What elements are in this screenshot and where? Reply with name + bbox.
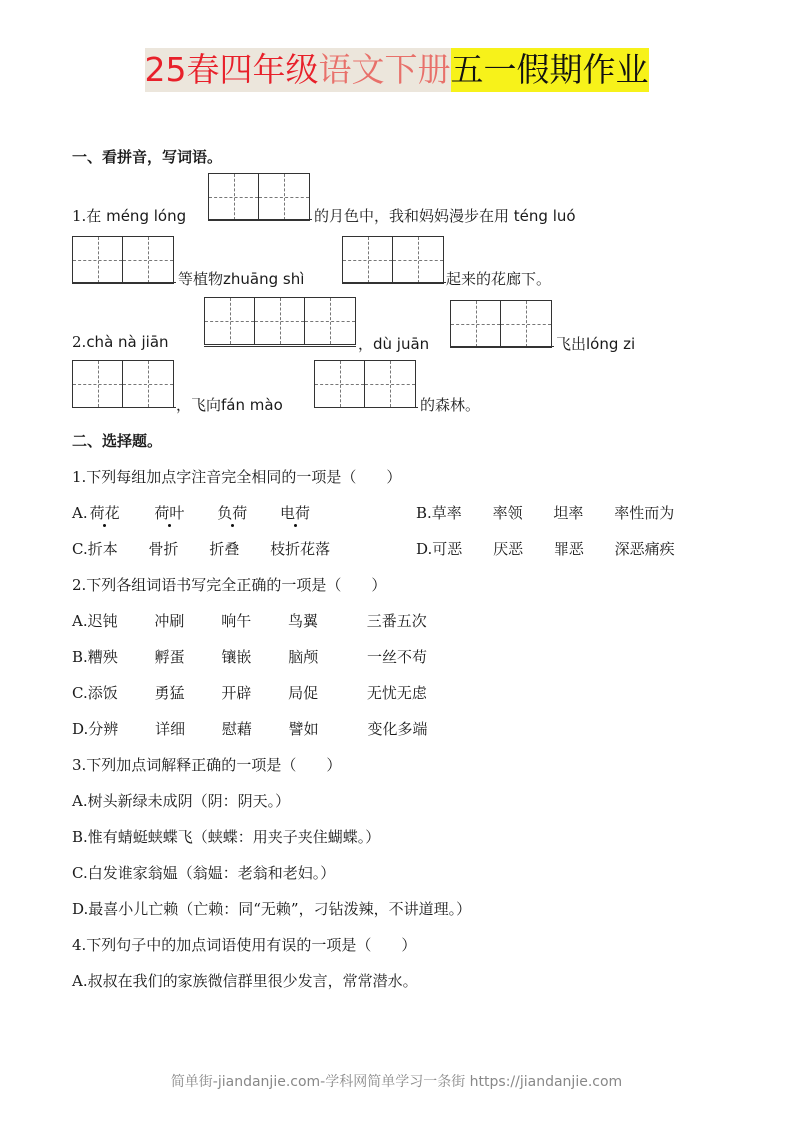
s1-q1-answer-grid-3[interactable]: [342, 236, 444, 284]
s1-q2-text-2: [556, 333, 635, 354]
q2-a-item-4: 鸟翼: [288, 612, 319, 630]
s1-q1-text-2: 等植物: [178, 270, 224, 288]
q1-d-item-2: 厌恶: [493, 540, 524, 558]
q1-c-item-1: 折本: [87, 540, 118, 558]
s1-q1-pinyin-3: zhuāng shì: [223, 270, 305, 288]
s1-q2-text-3: [176, 394, 283, 415]
s1-q2-text-1: [358, 333, 429, 354]
q1-a-item-4-text: 电荷: [280, 504, 311, 522]
q1-a-item-1: [90, 502, 120, 523]
q2-b-item-5: 一丝不苟: [366, 648, 427, 666]
s1-q2-text-2-content: 飞出: [556, 335, 587, 353]
q4-stem: 4.下列句子中的加点词语使用有误的一项是（ ）: [72, 936, 417, 954]
q2-option-b[interactable]: [72, 646, 427, 667]
q2-option-b-label: B.: [72, 648, 88, 666]
q2-a-item-1: 迟钝: [87, 612, 118, 630]
q2-c-item-5: 无忧无虑: [366, 684, 427, 702]
q2-stem: 2.下列各组词语书写完全正确的一项是（ ）: [72, 576, 387, 594]
q2-a-item-5: 三番五次: [366, 612, 427, 630]
q2-b-item-3: 镶嵌: [221, 648, 252, 666]
q1-c-item-2: 骨折: [148, 540, 179, 558]
title-part-1: 25春四年级: [145, 48, 319, 92]
q1-b-item-3: 坦率: [553, 504, 584, 522]
s1-q1-text-1-content: 的月色中，我和妈妈漫步在用: [314, 207, 510, 225]
q1-c-item-3: 折叠: [209, 540, 240, 558]
title-part-2: 语文下册: [319, 48, 451, 92]
s1-q2-comma: ，: [358, 335, 374, 353]
s1-q2-answer-grid-2[interactable]: [450, 300, 552, 348]
q2-option-a-label: A.: [72, 612, 88, 630]
q2-d-item-5: 变化多端: [367, 720, 428, 738]
title-part-3: 五一假期作业: [451, 48, 649, 92]
q3-option-a[interactable]: A.树头新绿未成阴（阴：阴天。）: [72, 792, 291, 810]
q2-b-item-4: 脑颅: [288, 648, 319, 666]
s1-q1-underline-2: [72, 282, 176, 283]
q1-a-item-3-text: 负荷: [217, 504, 248, 522]
s1-q1-underline-3: [342, 282, 446, 283]
q1-d-item-3: 罪恶: [553, 540, 584, 558]
q1-option-c[interactable]: [72, 538, 330, 559]
q1-b-item-1: 草率: [431, 504, 462, 522]
section-2-heading: 二、选择题。: [72, 432, 163, 450]
q1-c-item-4: 枝折花落: [270, 540, 331, 558]
q2-d-item-3: 慰藉: [221, 720, 252, 738]
s1-q2-pinyin-3: lóng zi: [586, 335, 636, 353]
s1-q2-pinyin-2: dù juān: [373, 335, 430, 353]
q2-option-c[interactable]: [72, 682, 427, 703]
q2-c-item-3: 开辟: [221, 684, 252, 702]
q1-b-item-2: 率领: [492, 504, 523, 522]
q1-a-item-2-text: 荷叶: [154, 504, 185, 522]
q1-a-item-2: [154, 502, 184, 523]
q3-option-c[interactable]: C.白发谁家翁媪（翁媪：老翁和老妇。）: [72, 864, 336, 882]
s1-q1-pinyin-2: téng luó: [513, 207, 576, 225]
s1-q1-number: 1.在: [72, 207, 102, 225]
q3-option-d[interactable]: D.最喜小儿亡赖（亡赖：同“无赖”，刁钻泼辣，不讲道理。）: [72, 900, 472, 918]
q1-option-a[interactable]: [72, 502, 310, 523]
s1-q2-underline-1: [204, 346, 356, 347]
s1-q2-pinyin-4: fán mào: [221, 396, 283, 414]
q2-a-item-2: 冲刷: [154, 612, 185, 630]
s1-q2-number: 2.: [72, 333, 87, 351]
s1-q2-answer-grid-4[interactable]: [314, 360, 416, 408]
s1-q1-text-3: 起来的花廊下。: [446, 270, 552, 288]
q2-b-item-2: 孵蛋: [154, 648, 185, 666]
q1-b-item-4: 率性而为: [614, 504, 675, 522]
document-title: [0, 48, 793, 92]
q1-option-d[interactable]: [416, 538, 675, 559]
q1-option-a-label: A.: [72, 504, 88, 522]
q2-option-a[interactable]: [72, 610, 427, 631]
q1-stem: 1.下列每组加点字注音完全相同的一项是（ ）: [72, 468, 402, 486]
q2-c-item-1: 添饭: [87, 684, 118, 702]
s1-q2-underline-2: [450, 346, 554, 347]
q1-a-item-4: [280, 502, 310, 523]
q3-stem: 3.下列加点词解释正确的一项是（ ）: [72, 756, 342, 774]
q2-a-item-3: 响午: [221, 612, 252, 630]
q2-d-item-4: 譬如: [288, 720, 319, 738]
q1-option-b[interactable]: [416, 502, 674, 523]
s1-q2-text-4: 的森林。: [420, 396, 481, 414]
q2-option-d[interactable]: [72, 718, 427, 739]
s1-q1-line1: [72, 205, 186, 226]
q1-d-item-4: 深恶痛疾: [614, 540, 675, 558]
s1-q2-answer-grid-3[interactable]: [72, 360, 174, 408]
q2-d-item-2: 详细: [155, 720, 186, 738]
s1-q1-underline-1: [208, 219, 312, 220]
q1-option-d-label: D.: [416, 540, 433, 558]
q2-option-d-label: D.: [72, 720, 89, 738]
q2-b-item-1: 糟殃: [87, 648, 118, 666]
q2-option-c-label: C.: [72, 684, 88, 702]
q1-a-item-1-text: 荷花: [89, 504, 120, 522]
q3-option-b[interactable]: B.惟有蜻蜓蛱蝶飞（蛱蝶：用夹子夹住蝴蝶。）: [72, 828, 381, 846]
q1-d-item-1: 可恶: [432, 540, 463, 558]
s1-q1-pinyin-1: méng lóng: [106, 207, 187, 225]
q1-a-item-3: [217, 502, 247, 523]
s1-q2-line1: [72, 333, 169, 351]
s1-q1-answer-grid-2[interactable]: [72, 236, 174, 284]
q2-d-item-1: 分辨: [88, 720, 119, 738]
q1-option-c-label: C.: [72, 540, 88, 558]
s1-q2-answer-grid-1[interactable]: [204, 297, 356, 345]
q1-option-b-label: B.: [416, 504, 432, 522]
s1-q2-text-3-content: ，飞向: [176, 396, 222, 414]
s1-q1-answer-grid-1[interactable]: [208, 173, 310, 221]
s1-q1-line2: [178, 268, 304, 289]
footer-watermark: 简单街-jiandanjie.com-学科网简单学习一条街 https://jiandanjie.com: [170, 1074, 623, 1090]
s1-q2-pinyin-1: chà nà jiān: [86, 333, 169, 351]
s1-q2-underline-4: [314, 407, 418, 408]
q2-c-item-4: 局促: [288, 684, 319, 702]
q4-option-a[interactable]: A.叔叔在我们的家族微信群里很少发言，常常潜水。: [72, 972, 418, 990]
section-1-heading: 一、看拼音，写词语。: [72, 148, 223, 166]
s1-q2-underline-3: [72, 407, 176, 408]
q2-c-item-2: 勇猛: [154, 684, 185, 702]
s1-q1-text-1: [314, 205, 576, 226]
